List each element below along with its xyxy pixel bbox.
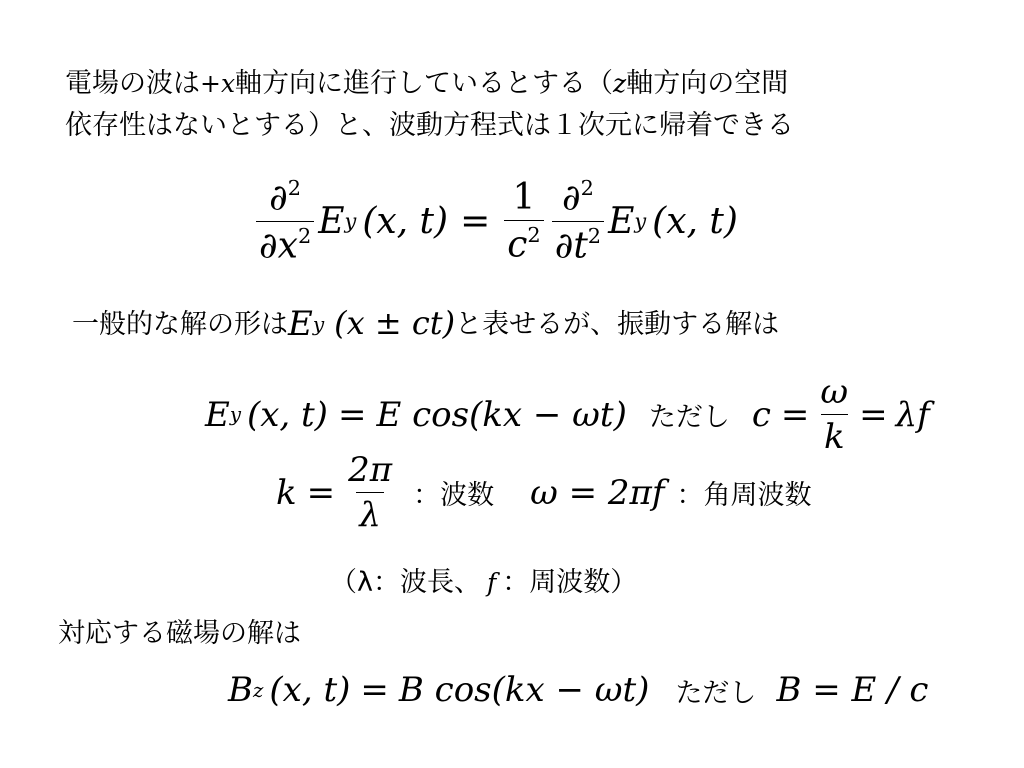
d2-dt2-fraction: $\frac{\partial^2}{\partial t^2}$	[552, 176, 604, 266]
intro-text-a: 電場の波は	[65, 68, 200, 99]
omega-over-k-fraction: $\frac{\omega}{k}$	[820, 372, 849, 457]
two-pi-over-lambda-fraction: $\frac{2\pi}{\lambda}$	[348, 450, 393, 535]
e-field-symbol: E	[318, 200, 345, 242]
partial-symbol: ∂	[259, 225, 278, 267]
intro-text-b: 軸方向に進行しているとする（	[235, 68, 614, 99]
e-field-symbol: E	[205, 394, 230, 435]
args-xt: (x, t)	[652, 200, 738, 242]
tadashi-label: ただし	[648, 402, 730, 433]
e-field-symbol: E	[288, 304, 313, 344]
intro-text-c: 軸方向の空間	[626, 68, 789, 99]
cos-expression: B cos(kx − ωt)	[398, 670, 650, 710]
symbol-note: （λ：波長、 f ：周波数）	[330, 567, 638, 598]
oscillating-solution: E y (x, t) = E cos(kx − ωt) ただし c = $\frac{\omega}{k}$ = λf	[205, 372, 930, 457]
angular-frequency-label: ：角周波数	[676, 480, 812, 511]
partial-symbol: ∂	[554, 225, 574, 267]
wavenumber-label: ：波数	[413, 480, 495, 511]
partial-symbol: ∂	[269, 177, 288, 219]
plus-x-symbol: +x	[200, 69, 236, 98]
general-text-b: と表せるが、振動する解は	[455, 308, 780, 340]
magnetic-heading: 対応する磁場の解は	[58, 618, 301, 649]
e-field-symbol: E	[608, 200, 635, 242]
omega-definition: ω = 2πf	[530, 472, 665, 513]
cos-expression: E cos(kx − ωt)	[376, 394, 627, 435]
magnetic-solution: B z (x, t) = B cos(kx − ωt) ただし B = E / c	[228, 670, 929, 710]
d2-dx2-fraction: $\frac{\partial^2}{\partial x^2}$	[256, 176, 314, 266]
definitions-line: k = $\frac{2\pi}{\lambda}$ ：波数 ω = 2πf ：角周波数	[276, 450, 812, 535]
lambda-f: λf	[895, 394, 930, 435]
z-symbol: z	[613, 69, 627, 98]
general-text-a: 一般的な解の形は	[72, 308, 288, 340]
intro-line-2: 依存性はないとする）と、波動方程式は１次元に帰着できる	[65, 110, 794, 141]
wave-equation: $\frac{\partial^2}{\partial x^2}$ E y (x, t) = $\frac{1}{c^2}$ $\frac{\partial^2}{\partial t^2}$ E y (x, t)	[252, 176, 738, 266]
equals-sign: =	[460, 200, 491, 242]
partial-symbol: ∂	[561, 177, 581, 219]
b-e-c-relation: B = E / c	[776, 670, 929, 710]
b-field-symbol: B	[228, 670, 253, 710]
general-solution-line: 一般的な解の形は E y (x ± ct) と表せるが、振動する解は	[72, 302, 779, 346]
args-x-pm-ct: (x ± ct)	[334, 304, 456, 343]
intro-line-1	[65, 66, 788, 101]
f-symbol: f	[486, 568, 497, 597]
args-xt: (x, t)	[362, 200, 449, 242]
one-over-c2-fraction: $\frac{1}{c^2}$	[504, 177, 543, 266]
tadashi-label: ただし	[675, 677, 757, 709]
